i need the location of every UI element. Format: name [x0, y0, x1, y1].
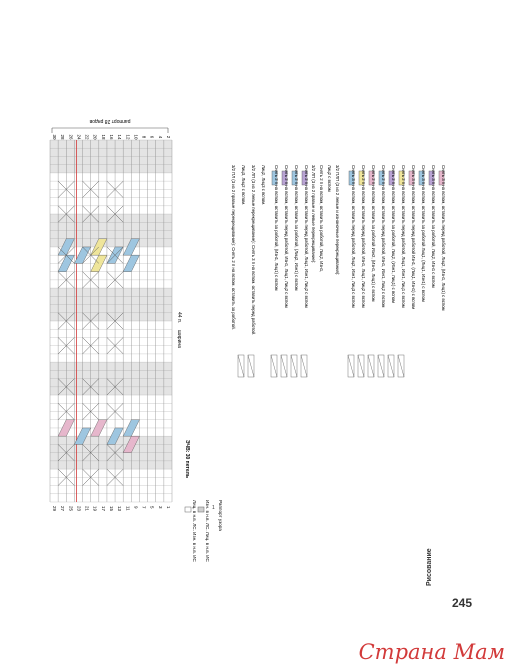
- row-number: 21: [84, 506, 90, 512]
- legend-item: Снять 2 п на вспом, оставить перед работой, Изн1, Изн1, Лиц2 с вспом: [381, 165, 386, 308]
- row-number: 15: [109, 506, 114, 512]
- row-number: 28: [60, 134, 66, 140]
- row-number: 10: [133, 134, 139, 140]
- row-number: 30: [52, 134, 58, 140]
- row-number: 7: [141, 506, 147, 509]
- stitch-count-label: ширина: [176, 330, 182, 348]
- row-number: 17: [100, 506, 106, 512]
- legend-item: Снять 3 п на вспом, оставить перед работой, Лиц2, Изн1, Лиц3 с вспом: [351, 165, 356, 308]
- row-number: 29: [52, 506, 58, 512]
- section-title: Рисование: [426, 548, 433, 586]
- legend-item: 3/2 ПЛП (3 из 2 левые и изнаночные перекрещивания):: [335, 165, 340, 276]
- legend-item: Снять 3 п на вспом, оставить перед работой Изн1, (Лиц1, Изн1) с вспом: [411, 165, 416, 310]
- legend-item: Снять 2 п на вспом, оставить перед работой, Изн1, Лиц1, Лиц2 с вспом: [284, 165, 289, 308]
- rows-note: ЭЧВ: 30 петель: [184, 440, 190, 478]
- legend-item: Лиц2 с вспом: [327, 165, 332, 192]
- stitch-count: 44 п.: [176, 312, 182, 324]
- legend-basic: [185, 500, 223, 562]
- legend-item: Снять 2 п на вспом, оставить за работой, (Лиц2, Изн1) с вспом: [294, 165, 299, 291]
- legend-item: Лиц3, Лиц2 с вспом.: [241, 165, 246, 206]
- row-number: 24: [76, 134, 82, 140]
- row-number: 16: [109, 134, 114, 140]
- row-number: 2: [165, 135, 171, 139]
- legend-item: Лиц2, Лиц3 с вспом.: [261, 165, 266, 206]
- legend-item: Снять 2 п на вспом, оставить перед работой, Лиц1, Изн1, Лиц2 с вспом: [304, 165, 309, 308]
- row-number: 3: [157, 506, 163, 509]
- row-number: 11: [125, 506, 131, 511]
- legend-item: 3/2 ЛП (3 из 2 правые и левые перекрещивание):: [311, 165, 316, 264]
- legend-item: Снять 2 п на вспом, оставить за работой Изн2, (Изн1, Лиц1) с вспом: [371, 165, 376, 302]
- row-number: 14: [117, 134, 123, 140]
- row-number: 19: [92, 506, 98, 512]
- legend-item: Снять 2 п на вспом, оставить за работой, Лиц2, Изн1,: [319, 165, 324, 273]
- page-number: 245: [452, 596, 473, 610]
- row-number: 20: [92, 134, 98, 140]
- row-number: 9: [133, 506, 139, 509]
- top-row-numbers: [52, 134, 171, 140]
- legend-item: 3/2 ПЛ (3 из 2 правые перекрещивание): Снять 2 п на вспом. оставить за работой.: [231, 165, 236, 330]
- legend-item: Снять 3 п на вспом, оставить за работой Лиц1, (Лиц1, Изн1) с вспом: [421, 165, 426, 302]
- row-number: 22: [84, 134, 90, 140]
- row-number: 1: [165, 506, 171, 509]
- watermark: Страна Мам: [358, 640, 505, 664]
- legend-basic-item: Лиц. в н.в. ЛС. Изн. в н.в. ИС: [192, 500, 197, 562]
- row-number: 23: [76, 506, 82, 512]
- row-number: 18: [100, 134, 106, 140]
- row-number: 5: [149, 506, 155, 509]
- legend-item: Снять 2 п на вспом, оставить за работой, (Изн1, Лиц1) с вспом: [274, 165, 279, 291]
- legend-item: Снять 3 п на вспом, оставить перед работой, Лиц2, (Изн1, Лиц1) с вспом: [441, 165, 446, 311]
- legend-item: Снять 2 п на вспом, оставить за работой, Лиц2, (Изн1, Лиц1) с вспом: [391, 165, 396, 304]
- legend-columns: [231, 165, 446, 377]
- legend-item: Снять 2 п на вспом, оставить перед работой, Лиц1, Изн1, Лиц1 с вспом: [401, 165, 406, 308]
- row-number: 25: [68, 506, 74, 512]
- row-number: 27: [60, 506, 66, 512]
- row-number: 6: [149, 135, 155, 139]
- row-number: 26: [68, 134, 74, 140]
- legend-item: Снять 2 п на вспом, оставить перед работой, Изн1, Лиц1, Лиц2 с вспом: [361, 165, 366, 308]
- repeat-bracket: [52, 118, 168, 133]
- legend-repeat-marker: 1: [212, 505, 215, 511]
- row-number: 13: [117, 506, 123, 512]
- legend-item: 3/2 ЛП (3 из 2 левые перекрещивание): Снять 3 п на вспом. оставить перед работой.: [251, 165, 256, 336]
- row-number: 8: [141, 135, 147, 139]
- legend-item: Снять 3 п на вспом, оставить за работой, Лиц2, Изн1 с вспом: [431, 165, 436, 288]
- row-number: 4: [157, 135, 163, 139]
- row-number: 12: [125, 134, 131, 140]
- repeat-label: раппорт 28 рядов: [89, 118, 131, 124]
- legend-basic-item: Раппорт узора: [218, 500, 223, 531]
- chart-grid: [50, 140, 172, 502]
- bottom-row-numbers: [52, 506, 171, 512]
- legend-basic-item: Изн. в н.в. ЛС. Лиц. в н.в. ИС: [205, 500, 210, 562]
